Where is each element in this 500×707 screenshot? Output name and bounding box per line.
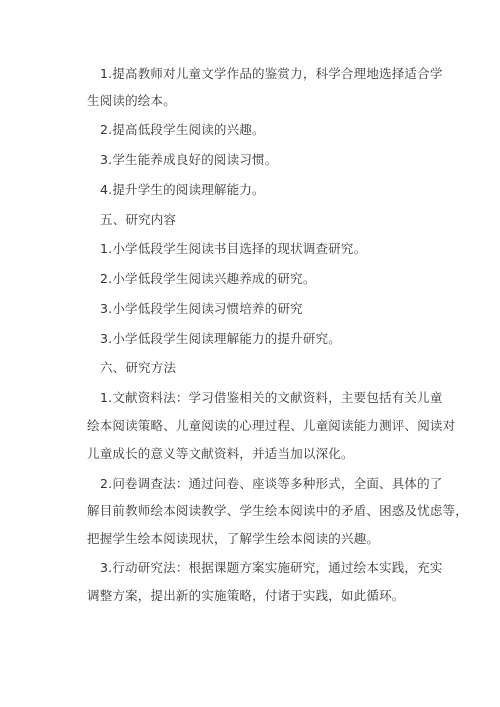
paragraph-line: 2.提高低段学生阅读的兴趣。: [100, 122, 265, 137]
paragraph-line: 1.小学低段学生阅读书目选择的现状调查研究。: [100, 241, 367, 256]
section-heading: 五、研究内容: [100, 212, 177, 227]
paragraph-line: 解目前教师绘本阅读教学、学生绘本阅读中的矛盾、困惑及忧虑等，: [87, 503, 469, 518]
paragraph-line: 调整方案，提出新的实施策略，付诸于实践，如此循环。: [87, 588, 405, 603]
paragraph-line: 绘本阅读策略、儿童阅读的心理过程、儿童阅读能力测评、阅读对: [87, 418, 456, 433]
paragraph-line: 4.提升学生的阅读理解能力。: [100, 182, 265, 197]
paragraph-line: 儿童成长的意义等文献资料，并适当加以深化。: [87, 446, 354, 461]
section-heading: 六、研究方法: [100, 360, 177, 375]
paragraph-line: 生阅读的绘本。: [87, 93, 176, 108]
paragraph-line: 把握学生绘本阅读现状，了解学生绘本阅读的兴趣。: [87, 531, 380, 546]
paragraph-line: 3.学生能养成良好的阅读习惯。: [100, 152, 278, 167]
paragraph-line: 1.提高教师对儿童文学作品的鉴赏力，科学合理地选择适合学: [100, 66, 443, 81]
paragraph-line: 2.问卷调查法：通过问卷、座谈等多种形式，全面、具体的了: [100, 476, 443, 491]
paragraph-line: 2.小学低段学生阅读兴趣养成的研究。: [100, 271, 316, 286]
paragraph-line: 3.小学低段学生阅读理解能力的提升研究。: [100, 331, 341, 346]
paragraph-line: 3.小学低段学生阅读习惯培养的研究: [100, 301, 303, 316]
paragraph-line: 3.行动研究法：根据课题方案实施研究，通过绘本实践，充实: [100, 560, 443, 575]
paragraph-line: 1.文献资料法：学习借鉴相关的文献资料，主要包括有关儿童: [100, 390, 443, 405]
